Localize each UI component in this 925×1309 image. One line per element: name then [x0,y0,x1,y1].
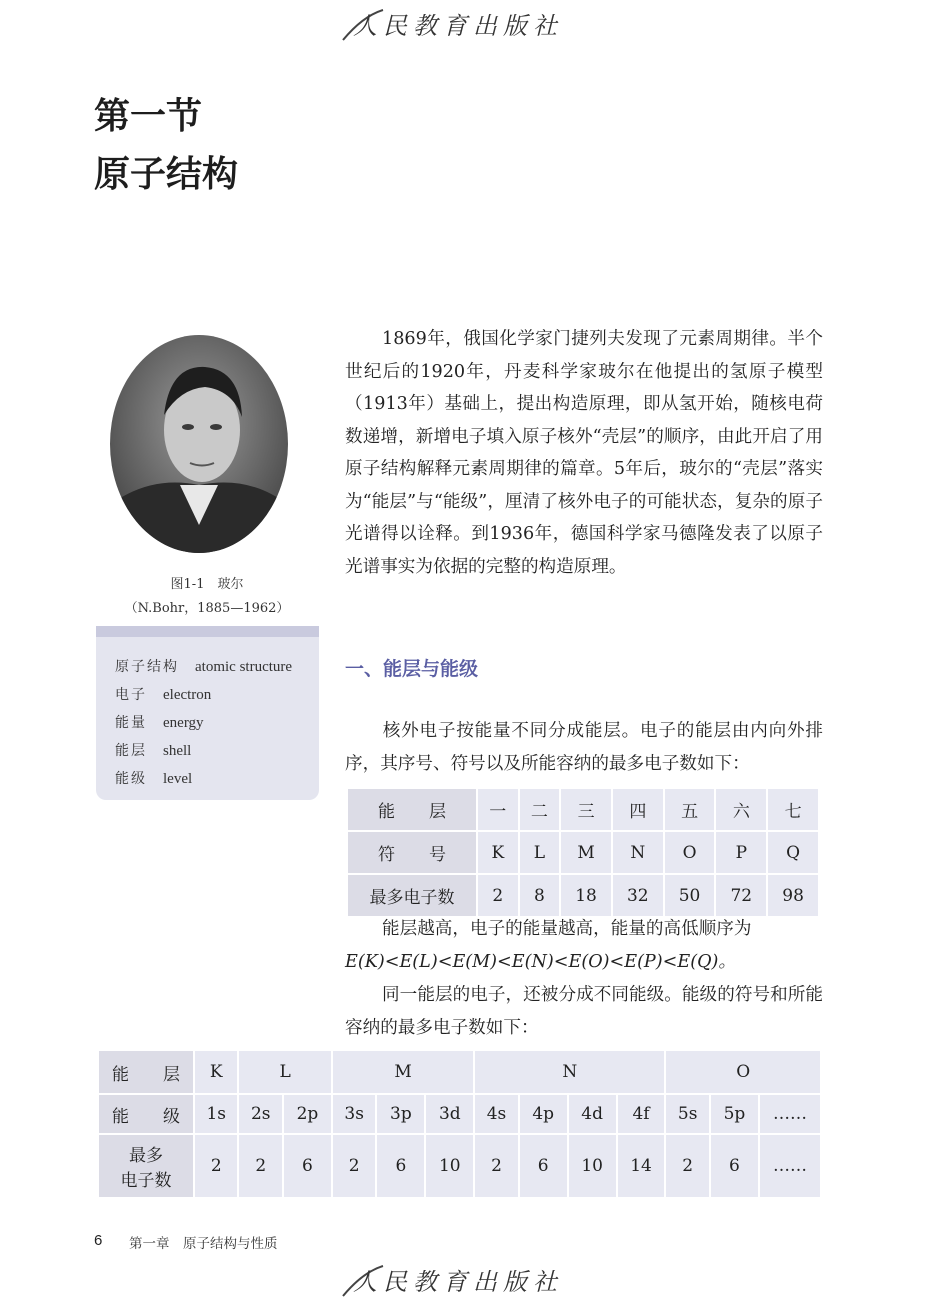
table-cell: 3s [332,1094,376,1134]
table-cell: 6 [710,1134,759,1198]
intro-text: 1869年，俄国化学家门捷列夫发现了元素周期律。半个世纪后的1920年，丹麦科学家玻尔在他提出的氢原子模型（1913年）基础上，提出构造原理，即从氢开始，随核电荷数递增，新增电子填入原子核外“壳层”的顺序，由此开启了用原子结构解释元素周期律的篇章。5年后，玻尔的“壳层”落实为“能层”与“能级”，厘清了核外电子的可能状态，复杂的原子光谱得以诠释。到1936年，德国科学家马德隆发表了以原子光谱事实为依据的完整的构造原理。 [345,329,823,577]
level-text: 同一能层的电子，还被分成不同能级。能级的符号和所能容纳的最多电子数如下： [345,985,823,1038]
bohr-portrait [110,335,288,553]
vocab-item [115,740,191,760]
table-row [98,1134,821,1198]
table-cell: 二 [519,788,561,831]
vocab-cn: 能级 [115,771,147,787]
row-label: 最多电子数 [347,874,477,917]
table-cell: 四 [612,788,664,831]
table-cell: 六 [715,788,767,831]
vocab-item [115,768,192,788]
table-cell: L [519,831,561,874]
row-label: 能 级 [98,1094,194,1134]
row-label-line: 最多 [129,1146,163,1166]
chapter-title: 第一章 原子结构与性质 [129,1236,278,1252]
table-cell: 8 [519,874,561,917]
section-heading: 一、能层与能级 [345,658,479,680]
table-cell: P [715,831,767,874]
table-cell: 3d [425,1094,474,1134]
table-cell: 2p [283,1094,332,1134]
section-title: 原子结构 [94,153,239,195]
table-cell: 三 [560,788,612,831]
vocabulary-box [96,626,319,800]
table-cell: 6 [519,1134,568,1198]
table-cell: N [474,1050,665,1094]
row-label: 符 号 [347,831,477,874]
table-cell: 4p [519,1094,568,1134]
table-cell: 2 [332,1134,376,1198]
section-number: 第一节 [94,95,203,137]
level-table [97,1049,822,1199]
table-row [347,831,819,874]
table-cell: O [664,831,716,874]
vocab-item [115,684,211,704]
table-row [347,874,819,917]
table-cell: 18 [560,874,612,917]
row-label-line: 电子数 [120,1171,172,1191]
table-cell: 6 [376,1134,425,1198]
publisher-logo-text: 人民教育出版社 [352,1268,563,1296]
table-cell: 6 [283,1134,332,1198]
table-cell: …… [759,1134,821,1198]
table-cell: 10 [568,1134,617,1198]
row-label: 能 层 [98,1050,194,1094]
vocab-item [115,656,292,676]
table-cell: N [612,831,664,874]
figure-subcaption: （N.Bohr，1885—1962） [124,601,290,616]
vocab-cn: 能层 [115,743,147,759]
table-cell: 五 [664,788,716,831]
table-cell: M [332,1050,474,1094]
vocab-en: level [163,771,193,787]
level-paragraph [345,979,823,1044]
table-cell: 4s [474,1094,518,1134]
table-cell: 32 [612,874,664,917]
vocab-en: shell [163,743,192,759]
publisher-logo-bottom [0,1262,925,1306]
table-cell: 2 [194,1134,238,1198]
table-cell: 10 [425,1134,474,1198]
table-cell: 2 [474,1134,518,1198]
table-cell: …… [759,1094,821,1134]
table-cell: O [665,1050,821,1094]
table-cell: Q [767,831,819,874]
table-cell: 一 [477,788,519,831]
table-cell: 98 [767,874,819,917]
table-cell: M [560,831,612,874]
table-cell: 1s [194,1094,238,1134]
publisher-logo-top [0,6,925,50]
shell-paragraph [345,715,823,780]
vocab-en: energy [163,715,204,731]
vocabulary-box-header [96,626,319,637]
page-number: 6 [94,1232,103,1249]
vocab-en: electron [163,687,212,703]
table-cell: 2 [238,1134,282,1198]
table-cell: K [194,1050,238,1094]
table-row [347,788,819,831]
vocab-en: atomic structure [195,659,293,675]
vocab-cn: 原子结构 [115,659,179,675]
vocab-item [115,712,204,732]
shell-text: 核外电子按能量不同分成能层。电子的能层由内向外排序，其序号、符号以及所能容纳的最多电子数如下： [345,721,823,774]
table-cell: K [477,831,519,874]
shell-table [346,787,820,918]
energy-order: E(K)<E(L)<E(M)<E(N)<E(O)<E(P)<E(Q)。 [345,951,736,972]
publisher-logo-text: 人民教育出版社 [352,12,563,40]
vocab-cn: 能量 [115,715,147,731]
energy-text: 能层越高，电子的能量越高，能量的高低顺序为 [382,919,752,939]
intro-paragraph [345,323,823,583]
row-label [98,1134,194,1198]
table-cell: L [238,1050,331,1094]
table-cell: 2s [238,1094,282,1134]
energy-paragraph [345,913,823,978]
table-row [98,1050,821,1094]
table-cell: 3p [376,1094,425,1134]
table-cell: 七 [767,788,819,831]
table-cell: 5s [665,1094,709,1134]
table-cell: 72 [715,874,767,917]
table-cell: 4d [568,1094,617,1134]
table-cell: 2 [477,874,519,917]
table-row [98,1094,821,1134]
figure-caption: 图1-1 玻尔 [170,577,244,592]
table-cell: 14 [617,1134,666,1198]
row-label: 能 层 [347,788,477,831]
table-cell: 2 [665,1134,709,1198]
table-cell: 50 [664,874,716,917]
table-cell: 4f [617,1094,666,1134]
table-cell: 5p [710,1094,759,1134]
vocab-cn: 电子 [115,687,147,703]
